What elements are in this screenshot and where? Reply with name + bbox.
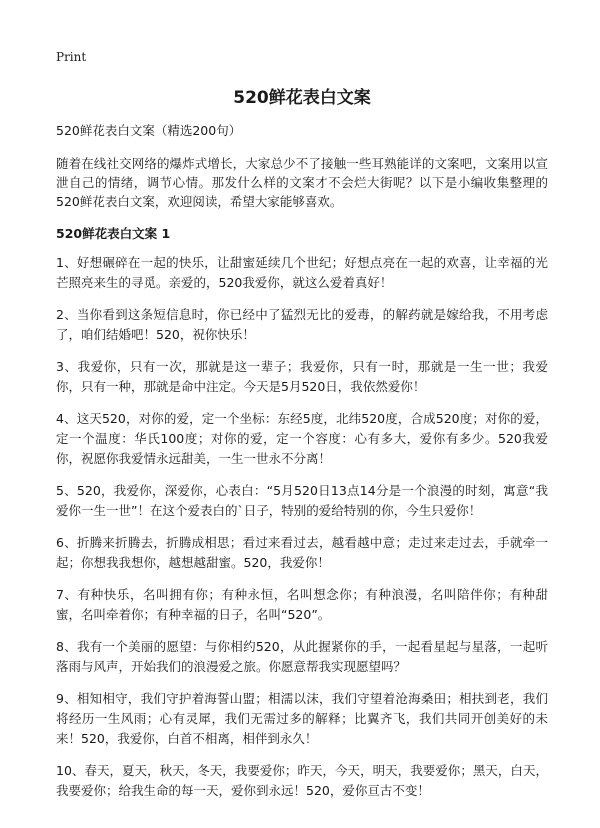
list-item: 3、我爱你，只有一次，那就是这一辈子；我爱你，只有一时，那就是一生一世；我爱你，只有一种，那就是命中注定。今天是5月520日，我依然爱你！ bbox=[56, 359, 548, 394]
list-item: 2、当你看到这条短信息时，你已经中了猛烈无比的爱毒，的解药就是嫁给我，不用考虑了，咱们结婚吧！520，祝你快乐！ bbox=[56, 307, 548, 342]
list-item: 6、折腾来折腾去，折腾成相思；看过来看过去，越看越中意；走过来走过去，手就牵一起；你想我我想你，越想越甜蜜。520，我爱你！ bbox=[56, 535, 548, 570]
list-item: 5、520，我爱你，深爱你，心表白：“5月520日13点14分是一个浪漫的时刻，寓意“我爱你一生一世”！在这个爱表白的`日子，特别的爱给特别的你，今生只爱你！ bbox=[56, 483, 548, 518]
intro-paragraph: 随着在线社交网络的爆炸式增长，大家总少不了接触一些耳熟能详的文案吧，文案用以宣泄自己的情绪，调节心情。那发什么样的文案才不会烂大街呢？以下是小编收集整理的520鲜花表白文案，欢迎阅读，希望大家能够喜欢。 bbox=[56, 156, 548, 209]
subtitle: 520鲜花表白文案（精选200句） bbox=[56, 123, 242, 138]
page-title: 520鲜花表白文案 bbox=[233, 88, 371, 108]
section-heading: 520鲜花表白文案 1 bbox=[56, 226, 171, 241]
list-item: 8、我有一个美丽的愿望：与你相约520，从此握紧你的手，一起看星起与星落，一起听落雨与风声，开始我们的浪漫爱之旅。你愿意帮我实现愿望吗？ bbox=[56, 639, 548, 674]
print-link[interactable]: Print bbox=[56, 50, 87, 64]
list-item: 7、有种快乐，名叫拥有你；有种永恒，名叫想念你；有种浪漫，名叫陪伴你；有种甜蜜，名叫牵着你；有种幸福的日子，名叫“520”。 bbox=[56, 587, 548, 622]
quote-list bbox=[56, 253, 548, 801]
list-item: 1、好想碾碎在一起的快乐，让甜蜜延续几个世纪；好想点亮在一起的欢喜，让幸福的光芒照亮来生的寻觅。亲爱的，520我爱你，就这么爱着真好！ bbox=[56, 255, 548, 290]
list-item: 10、春天，夏天，秋天，冬天，我要爱你；昨天，今天，明天，我要爱你；黑天，白天，我要爱你；给我生命的每一天，爱你到永远！520，爱你亘古不变！ bbox=[56, 763, 548, 798]
list-item: 9、相知相守，我们守护着海誓山盟；相濡以沫，我们守望着沧海桑田；相扶到老，我们将经历一生风雨；心有灵犀，我们无需过多的解释；比翼齐飞，我们共同开创美好的未来！520，我爱你，白首不相离，相伴到永久！ bbox=[56, 691, 548, 746]
list-item: 4、这天520，对你的爱，定一个坐标：东经5度，北纬520度，合成520度；对你的爱，定一个温度：华氏100度；对你的爱，定一个容度：心有多大，爱你有多少。520我爱你，祝愿你我爱情永远甜美，一生一世永不分离！ bbox=[56, 411, 548, 466]
